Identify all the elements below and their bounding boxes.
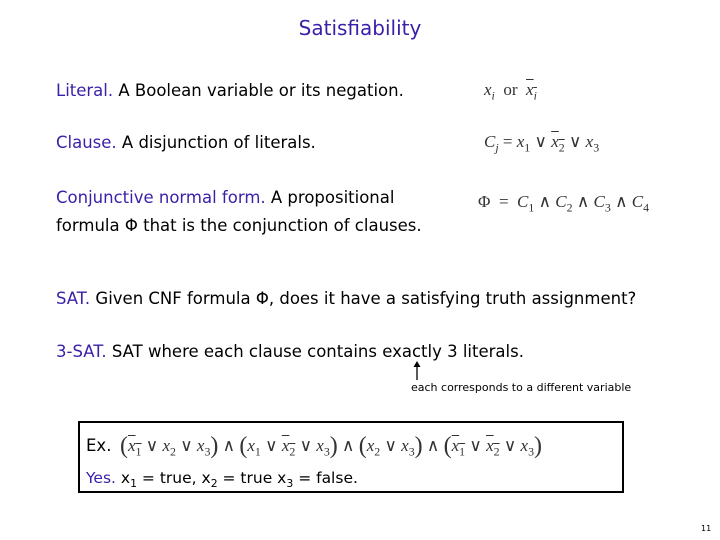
formula-var: x bbox=[516, 132, 525, 151]
formula-var: x bbox=[520, 436, 529, 455]
formula-var: x bbox=[162, 436, 170, 455]
formula-var: x bbox=[486, 436, 494, 455]
formula-and-op: ∧ bbox=[222, 436, 236, 455]
formula-var: x bbox=[526, 80, 534, 99]
formula-index: j bbox=[495, 140, 499, 155]
cnf-term: Conjunctive normal form. bbox=[56, 188, 266, 207]
formula-index: 1 bbox=[459, 444, 466, 459]
formula-or-op: ∨ bbox=[145, 436, 159, 455]
formula-index: 3 bbox=[528, 444, 535, 459]
formula-index: 3 bbox=[204, 444, 211, 459]
formula-or-op: ∨ bbox=[265, 436, 278, 455]
formula-index: 2 bbox=[374, 444, 381, 459]
formula-or: or bbox=[503, 80, 518, 99]
formula-index: 3 bbox=[604, 200, 611, 215]
negated-literal bbox=[551, 132, 565, 155]
literal-formula bbox=[484, 80, 537, 103]
formula-var: x bbox=[316, 436, 324, 455]
formula-var: x bbox=[247, 436, 255, 455]
sat-definition bbox=[56, 289, 636, 308]
formula-index: 1 bbox=[135, 444, 142, 459]
formula-var: x bbox=[451, 436, 460, 455]
yes-label: Yes. bbox=[86, 469, 116, 487]
formula-index: 1 bbox=[524, 140, 531, 155]
clause-formula bbox=[484, 132, 599, 155]
paren: ) bbox=[534, 433, 543, 459]
answer-value: = true, bbox=[136, 469, 202, 487]
answer-var: x bbox=[120, 469, 131, 487]
paren: ( bbox=[443, 433, 452, 459]
formula-var: x bbox=[551, 132, 559, 151]
three-sat-definition bbox=[56, 342, 524, 361]
cnf-formula bbox=[478, 192, 649, 215]
formula-index: 4 bbox=[643, 200, 650, 215]
negated-literal bbox=[486, 436, 500, 459]
literal-term: Literal. bbox=[56, 81, 114, 100]
cnf-text-line2: formula Φ that is the conjunction of clauses. bbox=[56, 216, 422, 235]
formula-var: x bbox=[128, 436, 136, 455]
sat-term: SAT. bbox=[56, 289, 91, 308]
clause-text: A disjunction of literals. bbox=[121, 133, 316, 152]
answer-value: = false. bbox=[293, 469, 358, 487]
formula-var: C bbox=[555, 192, 567, 211]
paren: ) bbox=[414, 433, 423, 459]
formula-and-op: ∧ bbox=[538, 192, 552, 211]
negated-literal bbox=[526, 80, 537, 103]
clause-definition bbox=[56, 133, 316, 152]
literal-definition bbox=[56, 81, 404, 100]
literal-text: A Boolean variable or its negation. bbox=[118, 81, 404, 100]
cnf-definition bbox=[56, 184, 422, 240]
up-arrow-icon bbox=[412, 361, 422, 381]
formula-and-op: ∧ bbox=[342, 436, 355, 455]
negated-literal bbox=[451, 436, 466, 459]
formula-index: 2 bbox=[170, 444, 176, 459]
formula-index: i bbox=[533, 88, 537, 103]
formula-index: 3 bbox=[323, 444, 330, 459]
paren: ( bbox=[239, 433, 248, 459]
formula-var: C bbox=[484, 132, 496, 151]
formula-var: x bbox=[401, 436, 409, 455]
formula-var: C bbox=[593, 192, 605, 211]
formula-or-op: ∨ bbox=[384, 436, 397, 455]
formula-index: i bbox=[491, 88, 495, 103]
paren: ) bbox=[210, 433, 219, 459]
three-sat-term: 3-SAT. bbox=[56, 342, 107, 361]
formula-index: 2 bbox=[289, 444, 296, 459]
answer-index: 3 bbox=[286, 477, 294, 491]
example-formula bbox=[120, 433, 542, 460]
formula-var: C bbox=[517, 192, 529, 211]
formula-var: x bbox=[196, 436, 205, 455]
answer-index: 1 bbox=[130, 477, 137, 491]
formula-var: x bbox=[366, 436, 375, 455]
formula-eq: = bbox=[502, 132, 513, 151]
formula-index: 1 bbox=[528, 200, 535, 215]
formula-index: 1 bbox=[254, 444, 261, 459]
formula-or-op: ∨ bbox=[534, 132, 547, 151]
formula-and-op: ∧ bbox=[426, 436, 440, 455]
negated-literal bbox=[128, 436, 142, 459]
formula-index: 2 bbox=[493, 444, 500, 459]
formula-and-op: ∧ bbox=[576, 192, 590, 211]
formula-or-op: ∨ bbox=[503, 436, 517, 455]
paren: ( bbox=[358, 433, 367, 459]
formula-and-op: ∧ bbox=[615, 192, 628, 211]
answer-value: = true bbox=[217, 469, 278, 487]
negated-literal bbox=[281, 436, 296, 459]
formula-var: x bbox=[585, 132, 594, 151]
answer-index: 2 bbox=[210, 477, 218, 491]
page-number: 11 bbox=[701, 524, 712, 533]
answer-var: x bbox=[277, 469, 287, 487]
formula-index: 3 bbox=[408, 444, 415, 459]
formula-or-op: ∨ bbox=[568, 132, 582, 151]
formula-index: 2 bbox=[558, 140, 565, 155]
example-label: Ex. bbox=[86, 436, 112, 455]
formula-phi: Φ bbox=[478, 192, 491, 211]
annotation-note: each corresponds to a different variable bbox=[411, 381, 632, 394]
three-sat-text: SAT where each clause contains exactly 3 literals. bbox=[111, 342, 524, 361]
answer-var: x bbox=[201, 469, 211, 487]
slide-title: Satisfiability bbox=[298, 16, 422, 40]
clause-term: Clause. bbox=[56, 133, 117, 152]
formula-var: C bbox=[631, 192, 644, 211]
formula-or-op: ∨ bbox=[469, 436, 482, 455]
formula-var: x bbox=[281, 436, 290, 455]
formula-or-op: ∨ bbox=[180, 436, 193, 455]
paren: ( bbox=[120, 433, 128, 459]
example-answer bbox=[86, 469, 358, 490]
formula-or-op: ∨ bbox=[299, 436, 313, 455]
sat-text: Given CNF formula Φ, does it have a satisfying truth assignment? bbox=[95, 289, 637, 308]
paren: ) bbox=[329, 433, 338, 459]
formula-index: 2 bbox=[566, 200, 573, 215]
formula-eq: = bbox=[498, 192, 509, 211]
cnf-text: A propositional bbox=[270, 188, 395, 207]
formula-index: 3 bbox=[593, 140, 600, 155]
formula-var: x bbox=[484, 80, 492, 99]
